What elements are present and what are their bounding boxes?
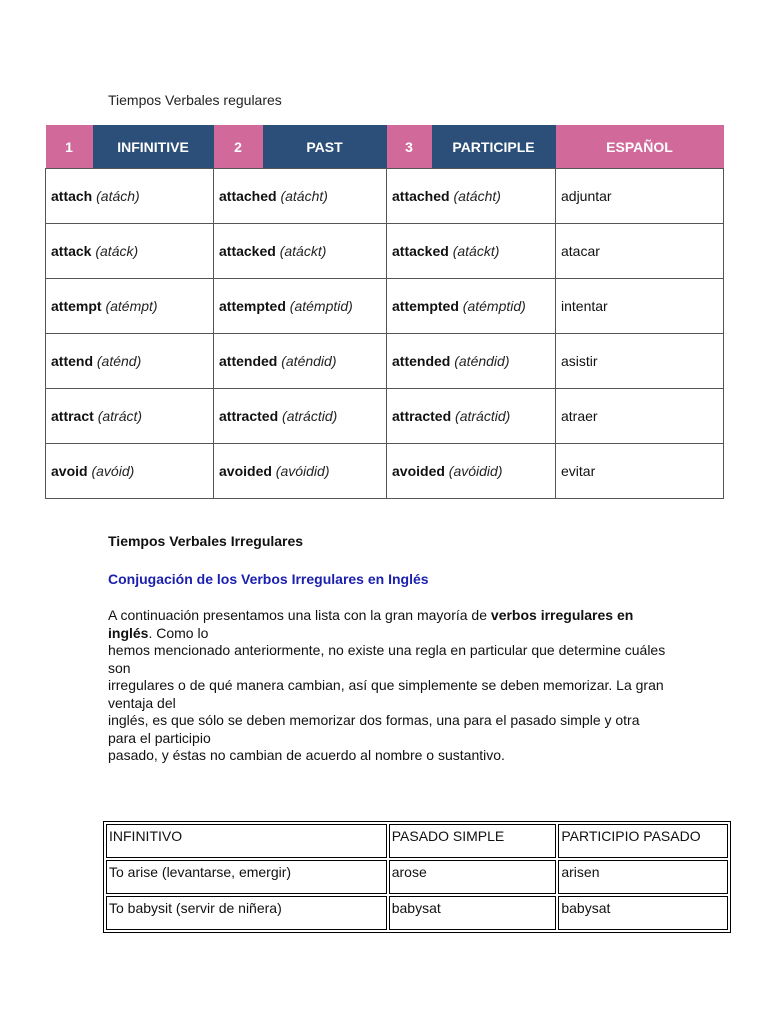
cell-past xyxy=(214,444,387,499)
irregular-cell-past: arose xyxy=(389,860,557,894)
cell-past-verb: avoided xyxy=(219,463,272,479)
header-number-1: 1 xyxy=(46,125,93,169)
irregular-header-infinitivo: INFINITIVO xyxy=(106,824,387,858)
cell-participle-pronunciation: (atáckt) xyxy=(452,243,500,259)
cell-past-verb: attended xyxy=(219,353,278,369)
irregular-cell-participle: arisen xyxy=(558,860,728,894)
cell-participle-verb: attended xyxy=(392,353,451,369)
cell-infinitive-pronunciation: (atáck) xyxy=(95,243,139,259)
paragraph-line-3: irregulares o de qué manera cambian, así que simplemente se deben memorizar. La gran ventaja del xyxy=(108,677,664,711)
cell-participle xyxy=(387,279,556,334)
cell-participle-verb: avoided xyxy=(392,463,445,479)
header-number-3: 3 xyxy=(387,125,432,169)
cell-past-pronunciation: (atáckt) xyxy=(279,243,327,259)
cell-infinitive-verb: attend xyxy=(51,353,93,369)
table-row xyxy=(46,169,724,224)
cell-participle-pronunciation: (atémptid) xyxy=(462,298,526,314)
table-row xyxy=(46,224,724,279)
header-espanol: ESPAÑOL xyxy=(556,125,724,169)
cell-infinitive-pronunciation: (avóid) xyxy=(91,463,135,479)
cell-espanol: atacar xyxy=(556,224,724,279)
cell-past-pronunciation: (atácht) xyxy=(280,188,328,204)
table-row xyxy=(46,279,724,334)
paragraph-line-4: inglés, es que sólo se deben memorizar dos formas, una para el pasado simple y otra para el participio xyxy=(108,712,640,746)
cell-past-pronunciation: (avóidid) xyxy=(275,463,330,479)
cell-participle xyxy=(387,224,556,279)
cell-infinitive xyxy=(46,334,214,389)
intro-paragraph xyxy=(108,607,668,765)
cell-espanol: evitar xyxy=(556,444,724,499)
cell-participle-pronunciation: (atráctid) xyxy=(455,408,511,424)
cell-past xyxy=(214,169,387,224)
table-row xyxy=(46,389,724,444)
cell-infinitive xyxy=(46,224,214,279)
cell-past-pronunciation: (atémptid) xyxy=(289,298,353,314)
cell-participle-pronunciation: (atácht) xyxy=(453,188,501,204)
cell-past xyxy=(214,389,387,444)
irregular-header-row xyxy=(106,824,728,858)
paragraph-line-2: hemos mencionado anteriormente, no existe una regla en particular que determine cuáles son xyxy=(108,642,666,676)
cell-past-pronunciation: (aténdid) xyxy=(281,353,337,369)
irregular-cell-infinitive: To babysit (servir de niñera) xyxy=(106,896,387,930)
cell-infinitive-verb: attract xyxy=(51,408,94,424)
cell-participle-pronunciation: (aténdid) xyxy=(454,353,510,369)
cell-participle-verb: attempted xyxy=(392,298,459,314)
table-row xyxy=(46,334,724,389)
header-participle: PARTICIPLE xyxy=(432,125,556,169)
cell-participle-verb: attacked xyxy=(392,243,449,259)
irregular-header-pasado-simple: PASADO SIMPLE xyxy=(389,824,557,858)
cell-infinitive-verb: avoid xyxy=(51,463,88,479)
cell-infinitive-verb: attach xyxy=(51,188,93,204)
cell-past xyxy=(214,279,387,334)
cell-past xyxy=(214,224,387,279)
cell-infinitive-pronunciation: (atémpt) xyxy=(105,298,158,314)
table-row xyxy=(46,444,724,499)
cell-infinitive xyxy=(46,444,214,499)
cell-espanol: adjuntar xyxy=(556,169,724,224)
cell-infinitive-pronunciation: (atách) xyxy=(96,188,140,204)
cell-infinitive-pronunciation: (atráct) xyxy=(97,408,143,424)
regular-verbs-table xyxy=(45,125,724,499)
header-number-2: 2 xyxy=(214,125,263,169)
cell-participle xyxy=(387,334,556,389)
irregular-header-participio-pasado: PARTICIPIO PASADO xyxy=(558,824,728,858)
paragraph-intro: A continuación presentamos una lista con la gran mayoría de xyxy=(108,607,491,623)
paragraph-line-5: pasado, y éstas no cambian de acuerdo al nombre o sustantivo. xyxy=(108,747,505,763)
irregular-verbs-heading: Tiempos Verbales Irregulares xyxy=(108,533,304,549)
cell-past xyxy=(214,334,387,389)
cell-infinitive xyxy=(46,389,214,444)
cell-participle-verb: attached xyxy=(392,188,450,204)
cell-infinitive-pronunciation: (aténd) xyxy=(96,353,142,369)
irregular-verbs-table xyxy=(103,821,731,933)
regular-verbs-title: Tiempos Verbales regulares xyxy=(108,92,282,108)
regular-table-body xyxy=(46,169,724,499)
cell-past-verb: attached xyxy=(219,188,277,204)
header-past: PAST xyxy=(263,125,387,169)
cell-participle-pronunciation: (avóidid) xyxy=(448,463,503,479)
paragraph-bold-phrase: verbos irregulares en inglés xyxy=(108,607,634,641)
table-row xyxy=(106,860,728,894)
irregular-cell-past: babysat xyxy=(389,896,557,930)
paragraph-line1-rest: . Como lo xyxy=(148,624,209,641)
cell-infinitive-verb: attempt xyxy=(51,298,102,314)
cell-participle xyxy=(387,444,556,499)
cell-participle xyxy=(387,389,556,444)
table-row xyxy=(106,896,728,930)
cell-participle-verb: attracted xyxy=(392,408,452,424)
cell-participle xyxy=(387,169,556,224)
irregular-verbs-subheading: Conjugación de los Verbos Irregulares en Inglés xyxy=(108,571,429,587)
cell-espanol: intentar xyxy=(556,279,724,334)
regular-header-row xyxy=(46,125,724,169)
irregular-cell-participle: babysat xyxy=(558,896,728,930)
cell-espanol: atraer xyxy=(556,389,724,444)
irregular-cell-infinitive: To arise (levantarse, emergir) xyxy=(106,860,387,894)
cell-past-pronunciation: (atráctid) xyxy=(282,408,338,424)
cell-infinitive-verb: attack xyxy=(51,243,92,259)
cell-infinitive xyxy=(46,169,214,224)
cell-infinitive xyxy=(46,279,214,334)
cell-past-verb: attacked xyxy=(219,243,276,259)
cell-past-verb: attempted xyxy=(219,298,286,314)
cell-past-verb: attracted xyxy=(219,408,279,424)
header-infinitive: INFINITIVE xyxy=(93,125,214,169)
cell-espanol: asistir xyxy=(556,334,724,389)
